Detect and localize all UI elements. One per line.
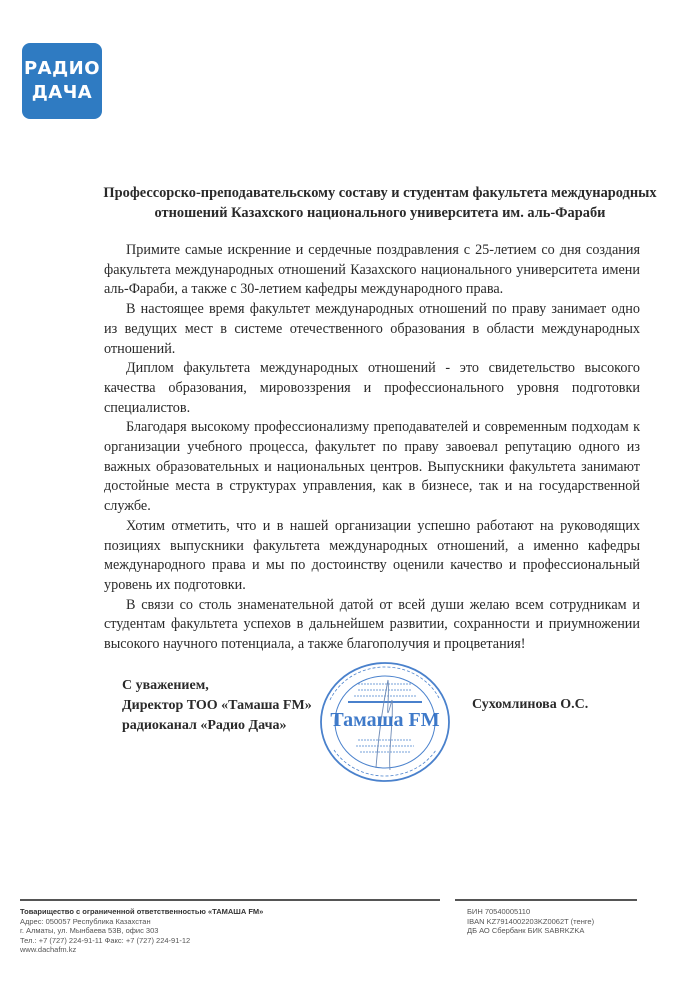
heading-line-2: отношений Казахского национального университета им. аль-Фараби (154, 205, 606, 221)
footer-address-line-1: Адрес: 050057 Республика Казахстан (20, 916, 151, 926)
paragraph: Благодаря высокому профессионализму преподавателей и современным подходам к организации учебного процесса, факультет по праву завоевал репутацию одного из важных образовательных и национальных центров. Выпускники факультета занимают достойные места в структурах управления, как в бизнесе, так и на государственной службе. (104, 419, 640, 515)
footer-address-line-2: г. Алматы, ул. Мынбаева 53В, офис 303 (20, 926, 159, 935)
paragraph: Диплом факультета международных отношений - это свидетельство высокого качества образования, мировоззрения и профессионального уровня подготовки специалистов. (104, 360, 640, 416)
paragraph: В связи со столь знаменательной датой от всей души желаю всем сотрудникам и студентам факультета успехов в дальнейшем развитии, сохранности и приумножении высокого научного потенциала, а также благополучия и процветания! (104, 596, 640, 653)
footer-bank: ДБ АО Сбербанк БИК SABRKZKA (467, 926, 585, 935)
footer-iban: IBAN KZ7914002203KZ0062T (тенге) (467, 916, 595, 926)
paragraph: Хотим отметить, что и в нашей организации успешно работают на руководящих позициях выпускники факультета международных отношений, а именно кафедры международного права и мы по достоинству оценили качество и профессиональный уровень их подготовки. (104, 517, 640, 593)
footer-bin: БИН 70540005110 (467, 907, 531, 916)
paragraph: В настоящее время факультет международных отношений по праву занимает одно из ведущих мест в системе отечественного образования в области международных отношений. (104, 301, 640, 357)
radio-dacha-logo (22, 43, 102, 119)
stamp-center-text: Тамаша FM (330, 709, 440, 731)
footer-divider-right (455, 899, 637, 901)
paragraph: Примите самые искренние и сердечные поздравления с 25-летием со дня создания факультета международных отношений Казахского национального университета имени аль-Фараби, а также с 30-летием кафедры международного права. (104, 242, 640, 298)
footer-bank-details (467, 907, 594, 936)
company-stamp (318, 660, 452, 784)
letter-body (104, 241, 640, 655)
footer-divider-left (20, 899, 440, 901)
letter-heading (100, 183, 660, 223)
heading-line-1: Профессорско-преподавательскому составу и студентам факультета международных (103, 185, 657, 201)
footer-website-link[interactable]: www.dachafm.kz (20, 945, 77, 954)
footer-phones: Тел.: +7 (727) 224-91-11 Факс: +7 (727) 224-91-12 (20, 935, 191, 945)
footer-company-name: Товарищество с ограниченной ответственностью «ТАМАША FM» (20, 907, 264, 916)
closing-channel: радиоканал «Радио Дача» (122, 718, 287, 733)
signer-name: Сухомлинова О.С. (472, 697, 589, 712)
logo-line-2: ДАЧА (31, 82, 93, 103)
footer-contacts (20, 907, 263, 955)
closing-block (122, 676, 312, 736)
closing-title: Директор ТОО «Тамаша FM» (122, 698, 312, 713)
closing-salutation: С уважением, (122, 678, 209, 693)
logo-line-1: РАДИО (23, 58, 101, 79)
